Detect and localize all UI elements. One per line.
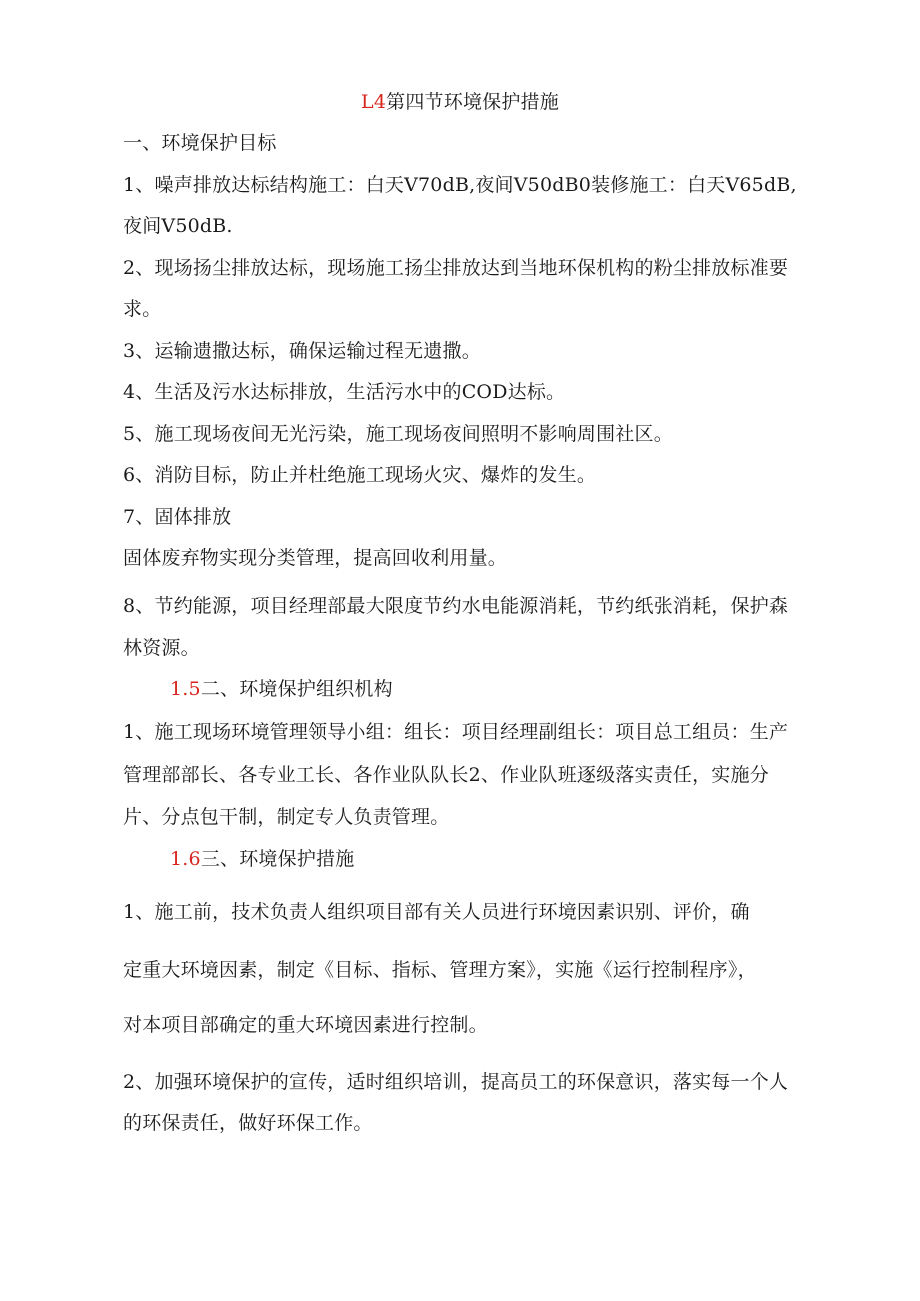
section1-line: 林资源。 [123, 637, 200, 659]
section2-line: 管理部部长、各专业工长、各作业队队长2、作业队班逐级落实责任，实施分 [123, 764, 769, 786]
section2-line: 1、施工现场环境管理领导小组：组长：项目经理副组长：项目总工组员：生产 [123, 721, 789, 743]
section1-line: 2、现场扬尘排放达标，现场施工扬尘排放达到当地环保机构的粉尘排放标准要 [123, 257, 789, 279]
section3-line: 对本项目部确定的重大环境因素进行控制。 [123, 1014, 488, 1036]
section2-line: 片、分点包干制，制定专人负责管理。 [123, 806, 450, 828]
title-number: L4 [361, 91, 387, 113]
section3-line: 的环保责任，做好环保工作。 [123, 1112, 373, 1134]
section3-heading [170, 847, 354, 871]
section1-line: 求。 [123, 298, 162, 320]
section1-line: 5、施工现场夜间无光污染，施工现场夜间照明不影响周围社区。 [123, 423, 673, 445]
section3-line: 1、施工前，技术负责人组织项目部有关人员进行环境因素识别、评价，确 [123, 901, 750, 923]
section2-heading-text: 二、环境保护组织机构 [200, 678, 393, 700]
section1-line: 8、节约能源，项目经理部最大限度节约水电能源消耗，节约纸张消耗，保护森 [123, 595, 789, 617]
title-text: 第四节环境保护措施 [386, 91, 559, 113]
section1-line: 7、固体排放 [123, 506, 232, 528]
section2-number: 1.5 [170, 678, 201, 700]
section1-line: 固体废弃物实现分类管理，提高回收利用量。 [123, 547, 508, 569]
section2-heading [170, 677, 393, 701]
section3-heading-text: 三、环境保护措施 [200, 848, 355, 870]
section3-line: 定重大环境因素，制定《目标、指标、管理方案》，实施《运行控制程序》， [123, 959, 757, 981]
section3-number: 1.6 [170, 848, 201, 870]
section1-line: 3、运输遗撒达标，确保运输过程无遗撒。 [123, 340, 481, 362]
section1-line: 1、噪声排放达标结构施工：白天V70dB,夜间V50dB0装修施工：白天V65dB, [123, 174, 797, 196]
section3-line: 2、加强环境保护的宣传，适时组织培训，提高员工的环保意识，落实每一个人 [123, 1071, 789, 1093]
section1-line: 夜间V50dB. [123, 215, 233, 237]
page-title [0, 90, 920, 114]
section1-line: 6、消防目标，防止并杜绝施工现场火灾、爆炸的发生。 [123, 464, 597, 486]
section1-heading: 一、环境保护目标 [123, 132, 277, 154]
section1-line: 4、生活及污水达标排放，生活污水中的COD达标。 [123, 381, 566, 403]
